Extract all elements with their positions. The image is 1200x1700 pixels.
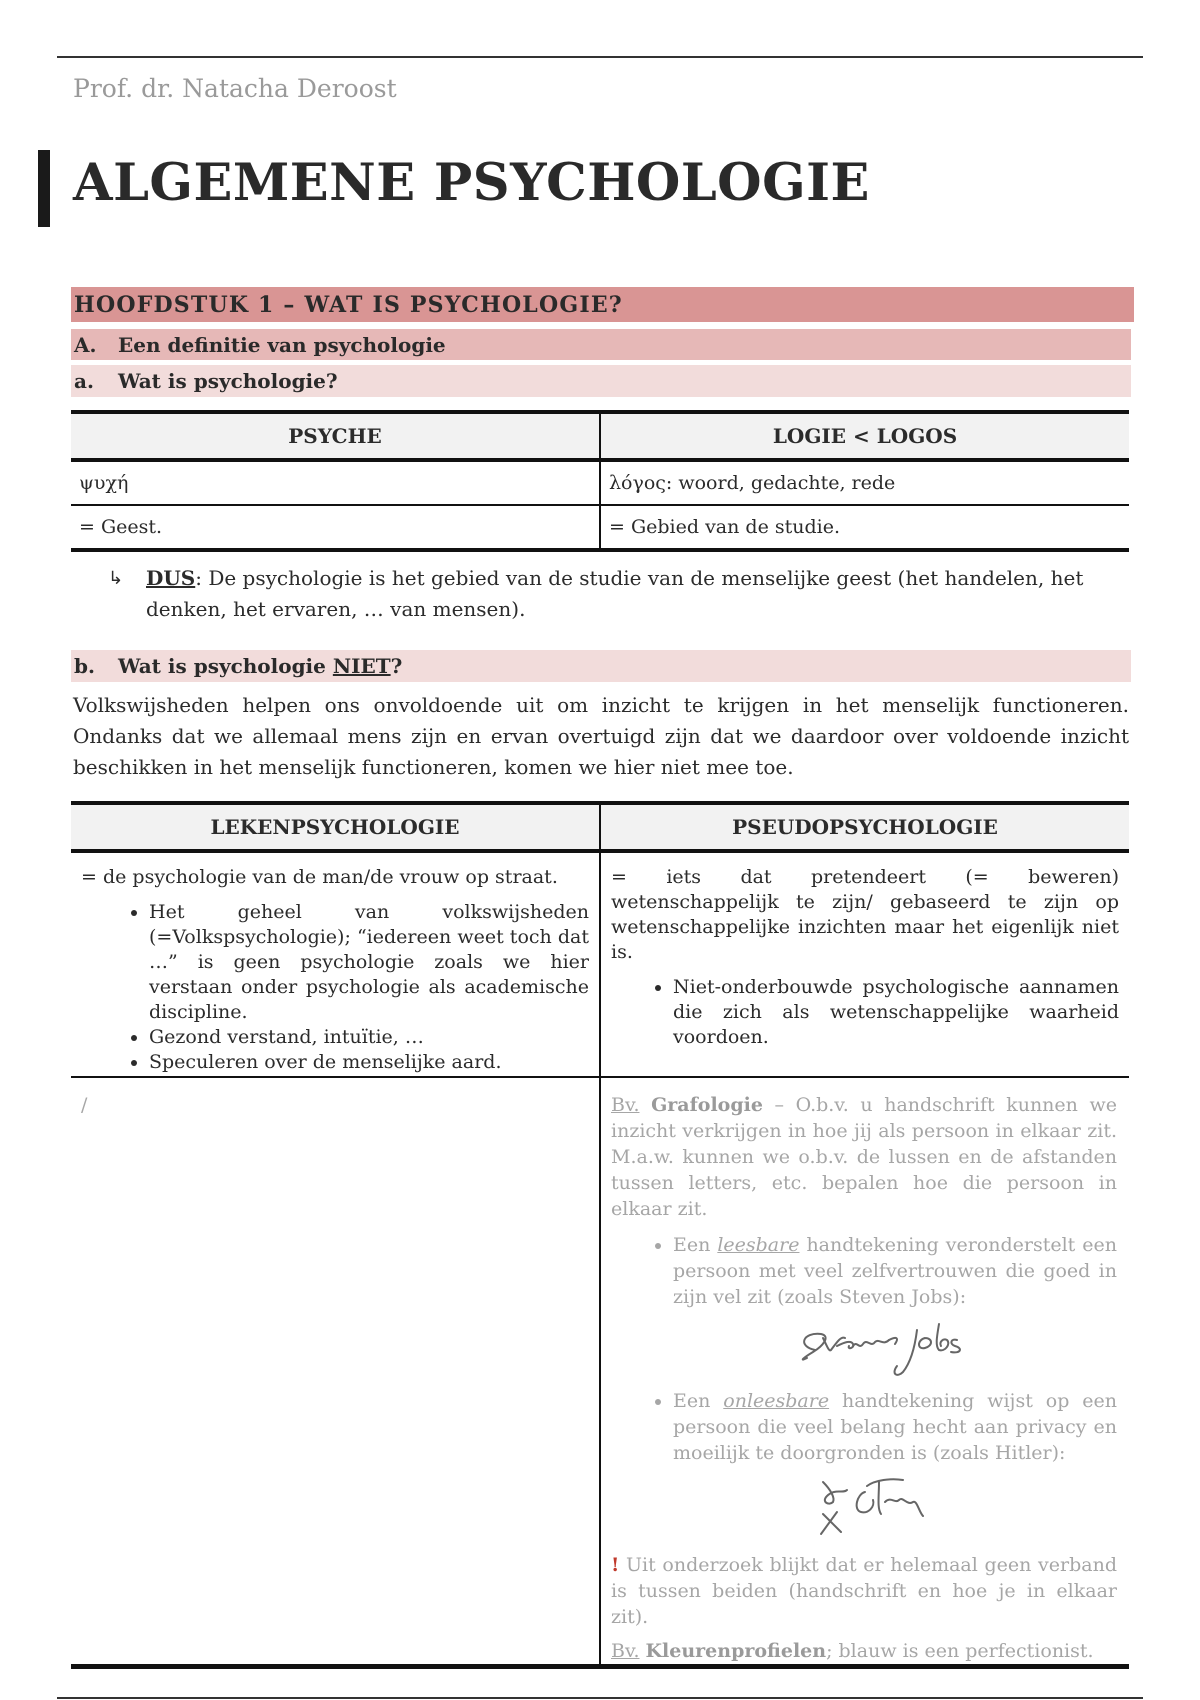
list-item [673, 1388, 1117, 1544]
sig2-emph: onleesbare [723, 1390, 830, 1412]
sig1-pre: Een [673, 1234, 718, 1256]
table2-header-leken: LEKENPSYCHOLOGIE [71, 803, 600, 851]
sig1-emph: leesbare [717, 1234, 800, 1256]
chapter-heading: HOOFDSTUK 1 – WAT IS PSYCHOLOGIE? [71, 287, 1134, 322]
subsection-a-label: Wat is psychologie? [118, 369, 338, 393]
author-name: Prof. dr. Natacha Deroost [73, 74, 397, 103]
kleurenprofielen-example [611, 1638, 1117, 1664]
table1-cell: = Gebied van de studie. [600, 505, 1129, 550]
intro-paragraph: Volkswijsheden helpen ons onvoldoende uit om inzicht te krijgen in het menselijk functioneren. Ondanks dat we allemaal mens zijn en ervan overtuigd zijn dat we daardoor over voldoende inzicht beschikken in het menselijk functioneren, komen we hier niet mee toe. [73, 693, 1129, 779]
table1-cell: ψυχή [71, 460, 600, 505]
leken-intro: = de psychologie van de man/de vrouw op straat. [81, 866, 558, 888]
list-item: • Gezond verstand, intuïtie, … [149, 1025, 589, 1050]
pseudo-bullets [611, 975, 1119, 1050]
table-row [71, 460, 1129, 505]
table-row [71, 851, 1129, 1077]
table1-cell: = Geest. [71, 505, 600, 550]
table1-header-psyche: PSYCHE [71, 412, 600, 460]
return-arrow-icon: ↳ [108, 568, 124, 589]
signature-bullets [611, 1232, 1117, 1544]
pseudo-examples-cell [600, 1077, 1129, 1667]
dus-keyword: DUS [146, 566, 196, 590]
table1-cell: λόγος: woord, gedachte, rede [600, 460, 1129, 505]
subsection-b-heading [71, 650, 1131, 682]
sig1-post: handtekening veronderstelt een persoon met veel zelfvertrouwen die goed in zijn vel zit (zoals Steven Jobs): [673, 1234, 1117, 1308]
grafologie-example [611, 1092, 1117, 1222]
list-item: • Het geheel van volkswijsheden (=Volkspsychologie); “iedereen weet toch dat …” is geen psychologie zoals we hier verstaan onder psychologie als academische discipline. [149, 900, 589, 1025]
subsection-b-label-post: ? [390, 654, 403, 678]
leken-bullets [81, 900, 589, 1075]
subsection-b-label-pre: Wat is psychologie [118, 654, 333, 678]
leken-empty-cell [71, 1077, 600, 1667]
section-a-label: Een definitie van psychologie [118, 332, 446, 357]
subsection-b-number: b. [74, 654, 95, 678]
bottom-rule [57, 1697, 1143, 1699]
empty-mark: / [81, 1094, 88, 1116]
section-a-number: A. [74, 332, 97, 357]
table2-header-pseudo: PSEUDOPSYCHOLOGIE [600, 803, 1129, 851]
bv-label: Bv. [611, 1094, 640, 1116]
sig2-pre: Een [673, 1390, 724, 1412]
list-item [673, 1232, 1117, 1380]
list-item: • Speculeren over de menselijke aard. [149, 1050, 589, 1075]
research-note [611, 1552, 1117, 1630]
table-row [71, 1077, 1129, 1667]
research-note-text: Uit onderzoek blijkt dat er helemaal geen verband is tussen beiden (handschrift en hoe je in elkaar zit). [611, 1554, 1117, 1628]
bv-label: Bv. [611, 1640, 640, 1662]
hitler-signature [673, 1472, 1093, 1544]
leken-cell [71, 851, 600, 1077]
kleurenprofielen-text: ; blauw is een perfectionist. [826, 1640, 1094, 1662]
grafologie-text: – O.b.v. u handschrift kunnen we inzicht verkrijgen in hoe jij als persoon in elkaar zit. M.a.w. kunnen we o.b.v. de lussen en de afstanden tussen letters, etc. bepalen hoe die persoon in elkaar zit. [611, 1094, 1117, 1220]
sig2-post: handtekening wijst op een persoon die veel belang hecht aan privacy en moeilijk te doorgronden is (zoals Hitler): [673, 1390, 1117, 1464]
title-accent-bar [38, 150, 50, 227]
grafologie-term: Grafologie [651, 1094, 763, 1116]
subsection-a-heading [71, 365, 1131, 397]
table1-header-logos: LOGIE < LOGOS [600, 412, 1129, 460]
top-rule [57, 56, 1143, 58]
subsection-a-number: a. [74, 369, 94, 393]
kleurenprofielen-term: Kleurenprofielen [645, 1640, 827, 1662]
pseudo-cell [600, 851, 1129, 1077]
section-a-heading [71, 329, 1131, 360]
dus-conclusion [108, 563, 1130, 625]
leken-pseudo-table [71, 801, 1129, 1669]
psyche-logos-table [71, 410, 1129, 552]
pseudo-intro: = iets dat pretendeert (= beweren) wetenschappelijk te zijn/ gebaseerd te zijn op wetenschappelijke inzichten maar het eigenlijk niet is. [611, 866, 1119, 963]
warning-icon: ! [611, 1554, 620, 1576]
dus-text: : De psychologie is het gebied van de studie van de menselijke geest (het handelen, het denken, het ervaren, … van mensen). [146, 566, 1084, 621]
list-item: • Niet-onderbouwde psychologische aannamen die zich als wetenschappelijke waarheid voordoen. [673, 975, 1119, 1050]
table-row [71, 505, 1129, 550]
subsection-b-label-emph: NIET [332, 654, 391, 678]
page-title: ALGEMENE PSYCHOLOGIE [73, 153, 870, 213]
steven-jobs-signature [673, 1316, 1093, 1380]
